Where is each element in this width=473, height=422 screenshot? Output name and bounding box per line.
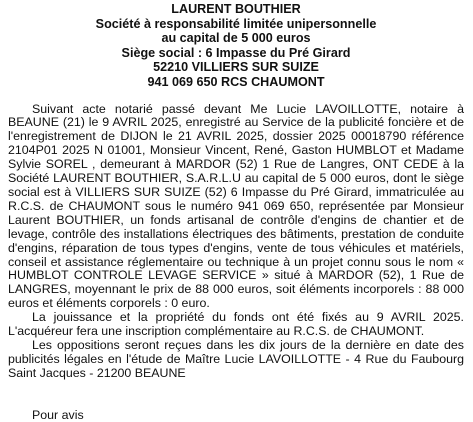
notice-body: [8, 103, 464, 381]
company-name: LAURENT BOUTHIER: [171, 2, 301, 16]
company-postcode-city: 52210 VILLIERS SUR SUIZE: [153, 60, 319, 75]
company-legal-form: Société à responsabilité limitée unipersonnelle: [95, 16, 377, 31]
notice-header: [8, 2, 464, 90]
company-head-office: Siège social : 6 Impasse du Pré Girard: [121, 45, 351, 60]
company-registration: 941 069 650 RCS CHAUMONT: [147, 74, 325, 89]
signoff: Pour avis: [32, 407, 84, 422]
company-capital: au capital de 5 000 euros: [161, 31, 311, 46]
paragraph-possession: La jouissance et la propriété du fonds ont été fixés au 9 AVRIL 2025. L'acquéreur fera une inscription complémentaire au R.C.S. de CHAUMONT.: [8, 310, 464, 339]
paragraph-sale-deed: Suivant acte notarié passé devant Me Lucie LAVOILLOTTE, notaire à BEAUNE (21) le 9 AVRIL 2025, enregistré au Service de la publicité foncière et de l'enregistrement de DIJON le 21 AVRIL 2025, dossier 2025 00018790 référence 2104P01 2025 N 01001, Monsieur Vincent, René, Gaston HUMBLOT et Madame Sylvie SOREL , demeurant à MARDOR (52) 1 Rue de Langres, ONT CEDE à la Société LAURENT BOUTHIER, S.A.R.L.U au capital de 5 000 euros, dont le siège social est à VILLIERS SUR SUIZE (52) 6 Impasse du Pré Girard, immatriculée au R.C.S. de CHAUMONT sous le numéro 941 069 650, représentée par Monsieur Laurent BOUTHIER, un fonds artisanal de contrôle d'engins de chantier et de levage, contrôle des installations électriques des bâtiments, prestation de conduite d'engins, réparation de tous types d'engins, vente de tous véhicules et matériels, conseil et assistance réglementaire ou technique à un projet connu sous le nom « HUMBLOT CONTROLE LEVAGE SERVICE » situé à MARDOR (52), 1 Rue de LANGRES, moyennant le prix de 88 000 euros, soit éléments incorporels : 88 000 euros et éléments corporels : 0 euro.: [8, 101, 464, 311]
paragraph-oppositions: Les oppositions seront reçues dans les dix jours de la dernière en date des publicités légales en l'étude de Maître Lucie LAVOILLOTTE - 4 Rue du Faubourg Saint Jacques - 21200 BEAUNE: [8, 337, 464, 380]
